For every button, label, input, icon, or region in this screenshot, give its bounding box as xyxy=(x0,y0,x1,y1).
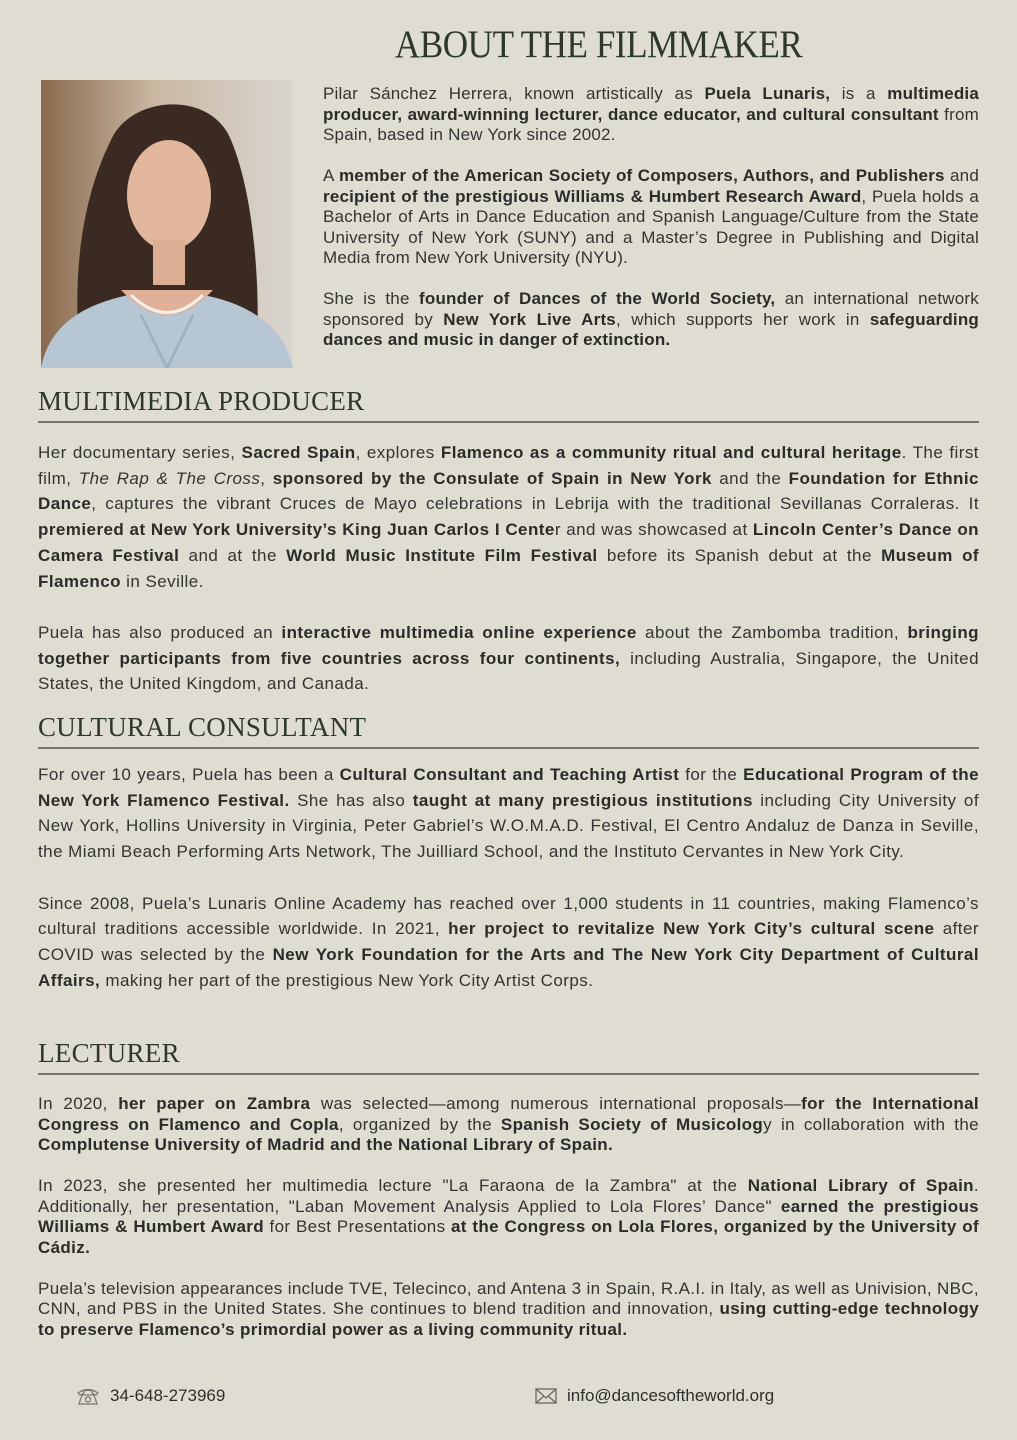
text: for the xyxy=(679,765,744,784)
text: including Australia, Singapore, the United States, the United Kingdom, and Canada. xyxy=(38,648,979,694)
bold-text: sponsored by the Consulate of Spain in New York xyxy=(272,468,712,488)
bold-text: taught at many prestigious institutions xyxy=(412,790,753,810)
section-paragraph xyxy=(38,1176,979,1258)
text: an international network sponsored by xyxy=(323,289,979,329)
text: , captures the vibrant Cruces de Mayo celebrations in Lebrija with the traditional Sevillanas Corraleras. It xyxy=(91,494,979,514)
bold-text: Educational Program of the New York Flamenco Festival. xyxy=(38,765,979,810)
bold-text: Complutense University of Madrid and the National Library of Spain. xyxy=(38,1135,614,1154)
text: for Best Presentations xyxy=(263,1217,451,1236)
text: about the Zambomba tradition, xyxy=(636,622,908,642)
section-paragraph xyxy=(38,1094,979,1156)
intro-paragraph xyxy=(323,84,979,146)
section-paragraph xyxy=(38,1279,979,1341)
phone-number[interactable]: 34-648-273969 xyxy=(110,1386,226,1405)
text: y in collaboration with the xyxy=(763,1114,979,1134)
italic-title: The Rap & The Cross xyxy=(78,468,261,488)
section-heading: CULTURAL CONSULTANT xyxy=(38,711,979,749)
text: A xyxy=(323,166,339,185)
text: making her part of the prestigious New York City Artist Corps. xyxy=(100,970,594,990)
bold-text: World Music Institute Film Festival xyxy=(286,545,598,565)
email-address[interactable]: info@dancesoftheworld.org xyxy=(567,1386,775,1405)
bold-text: Flamenco as a community ritual and cultural heritage xyxy=(440,443,902,462)
text: , organized by the xyxy=(338,1114,501,1134)
bold-text: Museum of Flamenco xyxy=(38,545,980,591)
bold-text: member of the American Society of Composers, Authors, and Publishers xyxy=(338,166,945,185)
text: after COVID was selected by the xyxy=(38,919,979,964)
bold-text: multimedia producer, award-winning lecturer, dance educator, and cultural consultant xyxy=(323,84,979,124)
page-title: ABOUT THE FILMMAKER xyxy=(394,23,803,66)
text: , which supports her work in xyxy=(615,309,870,329)
envelope-icon xyxy=(535,1387,557,1405)
bold-text: for the International Congress on Flamenco and Copla xyxy=(38,1094,979,1134)
bold-text: recipient of the prestigious Williams & Humbert Research Award xyxy=(323,186,862,206)
bold-text: New York Foundation for the Arts and The New York City Department of Cultural Affairs, xyxy=(38,944,979,990)
bold-text: Cultural Consultant and Teaching Artist xyxy=(339,765,680,784)
section-body xyxy=(38,1094,979,1361)
bold-text: her project to revitalize New York City’s cultural scene xyxy=(448,919,935,939)
text: , xyxy=(260,468,273,488)
bold-text: Sacred Spain xyxy=(241,443,356,462)
text: Puela has also produced an xyxy=(38,622,282,642)
text: . Additionally, her presentation, "Laban Movement Analysis Applied to Lola Flores’ Dance" xyxy=(38,1176,979,1216)
section-body xyxy=(38,440,979,723)
text: Since 2008, Puela’s Lunaris Online Academy has reached over 1,000 students in 11 countries, making Flamenco’s cultural traditions accessible worldwide. In 2021, xyxy=(38,893,979,939)
bold-text: Foundation for Ethnic Dance xyxy=(38,468,979,514)
text: Puela’s television appearances include TVE, Telecinco, and Antena 3 in Spain, R.A.I. in Italy, as well as Univision, NBC, CNN, and PBS in the United States. She continues to blend tradition and innovation, xyxy=(38,1278,979,1318)
bold-text: bringing together participants from five countries across four continents, xyxy=(38,622,980,668)
text: was selected—among numerous international proposals— xyxy=(310,1094,802,1113)
section-paragraph xyxy=(38,440,979,594)
section-body xyxy=(38,762,979,1019)
text: and the xyxy=(711,468,789,488)
text: before its Spanish debut at the xyxy=(597,545,882,565)
bold-text: premiered at New York University’s King Juan Carlos I Cente xyxy=(38,520,555,540)
text: including City University of New York, Hollins University in Virginia, Peter Gabriel’s W.O.M.A.D. Festival, El Centro Andaluz de Danza in Seville, the Miami Beach Performing Arts Network, The Juilliard School, and the Instituto Cervantes in New York City. xyxy=(38,790,980,862)
section-heading: LECTURER xyxy=(38,1037,979,1075)
bold-text: safeguarding dances and music in danger of extinction. xyxy=(323,309,979,349)
text: , explores xyxy=(355,443,441,462)
bold-text: using cutting-edge technology to preserve Flamenco’s primordial power as a living community ritual. xyxy=(38,1299,979,1339)
bold-text: National Library of Spain xyxy=(747,1176,974,1195)
section-paragraph xyxy=(38,891,979,994)
text: r and was showcased at xyxy=(554,520,753,540)
bold-text: interactive multimedia online experience xyxy=(281,622,637,642)
intro-text xyxy=(323,84,979,371)
text: in Seville. xyxy=(120,571,204,591)
telephone-icon xyxy=(76,1386,100,1406)
text: from Spain, based in New York since 2002. xyxy=(323,104,979,144)
text: In 2023, she presented her multimedia lecture "La Faraona de la Zambra" at the xyxy=(38,1176,748,1195)
section-heading: MULTIMEDIA PRODUCER xyxy=(38,385,979,423)
text: She is the xyxy=(323,289,420,308)
footer-phone xyxy=(76,1386,225,1406)
text: Her documentary series, xyxy=(38,443,242,462)
text: is a xyxy=(830,84,888,103)
intro-paragraph xyxy=(323,166,979,269)
section-paragraph xyxy=(38,620,979,697)
section-paragraph xyxy=(38,762,979,865)
bold-text: New York Live Arts xyxy=(443,309,616,329)
bold-text: Spanish Society of Musicolog xyxy=(500,1114,764,1134)
text: In 2020, xyxy=(38,1094,119,1113)
bold-text: Puela Lunaris, xyxy=(704,84,831,103)
bold-text: Lincoln Center’s Dance on Camera Festival xyxy=(38,520,979,565)
bold-text: founder of Dances of the World Society, xyxy=(419,289,776,308)
intro-paragraph xyxy=(323,289,979,351)
bold-text: her paper on Zambra xyxy=(118,1094,311,1113)
text: For over 10 years, Puela has been a xyxy=(38,765,340,784)
filmmaker-portrait xyxy=(41,80,293,368)
text: , Puela holds a Bachelor of Arts in Dance Education and Spanish Language/Culture from the State University of New York (SUNY) and a Master’s Degree in Publishing and Digital Media from New York University (NYU). xyxy=(323,186,980,267)
footer-email xyxy=(535,1386,774,1406)
text: She has also xyxy=(289,790,413,810)
text: and xyxy=(944,166,979,185)
bold-text: earned the prestigious Williams & Humbert Award xyxy=(38,1196,979,1236)
text: . The first film, xyxy=(38,443,979,488)
text: and at the xyxy=(179,545,287,565)
bold-text: at the Congress on Lola Flores, organized by the University of Cádiz. xyxy=(38,1217,979,1257)
text: Pilar Sánchez Herrera, known artistically as xyxy=(323,84,705,103)
